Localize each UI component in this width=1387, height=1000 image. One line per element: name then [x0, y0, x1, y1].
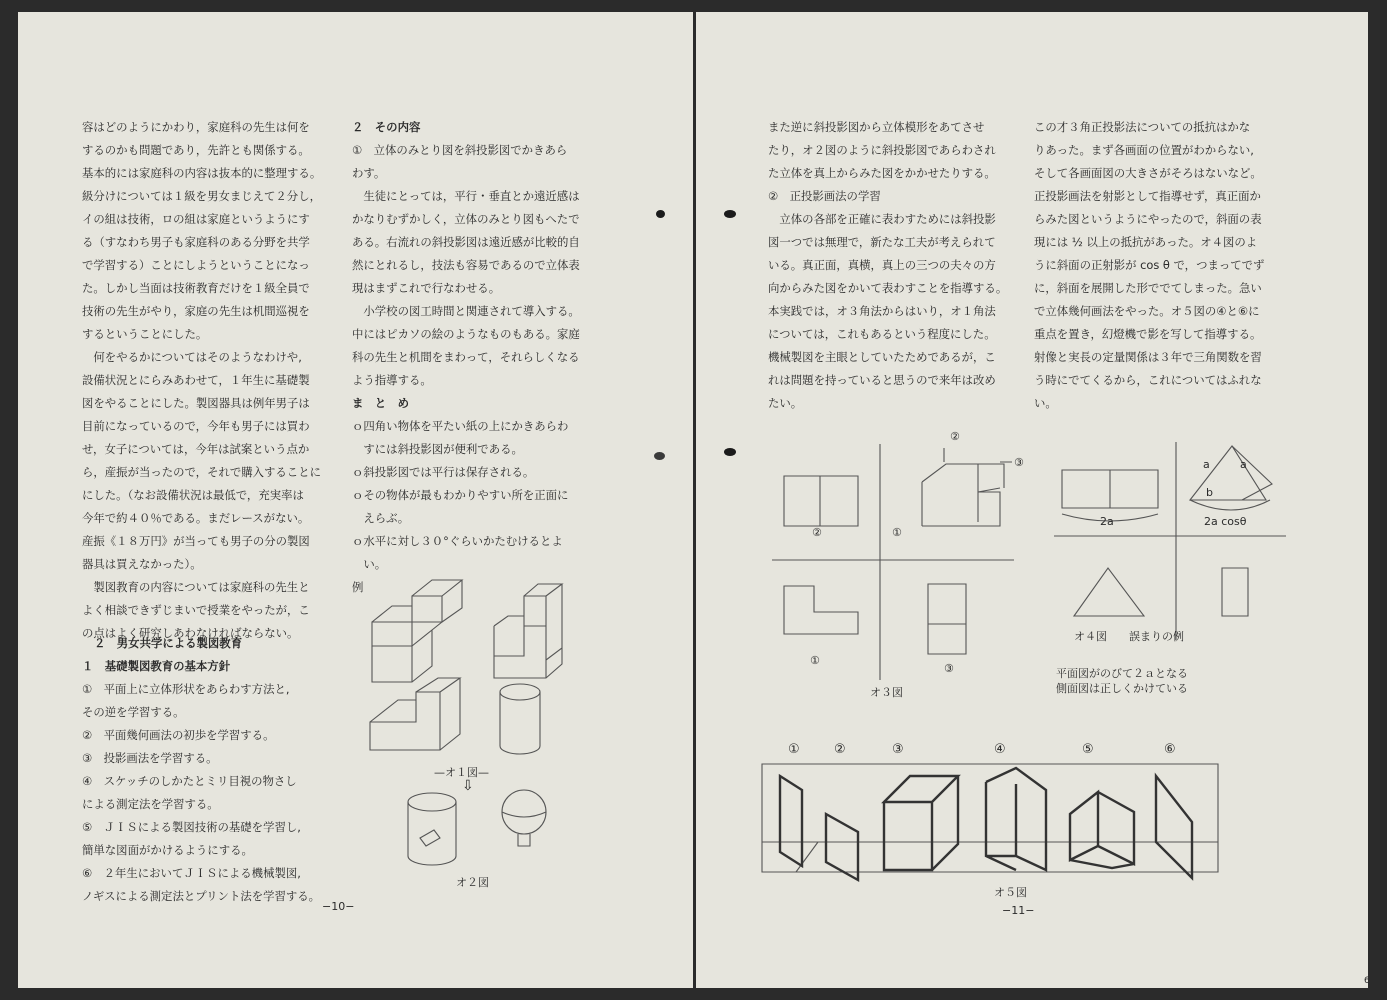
text-line: 然にとれるし，技法も容易であるので立体表: [352, 258, 580, 272]
text-line: の点はよく研究しあわなければならない。: [82, 626, 299, 640]
text-line: よく相談できずじまいで授業をやったが，こ: [82, 603, 310, 617]
fig4-label: a: [1203, 458, 1210, 471]
fig2-sphere-on-stem: [502, 790, 546, 846]
fig1-cylinder: [500, 684, 540, 754]
text-line: 小学校の図工時間と関連されて導入する。: [352, 304, 580, 318]
text-line: たい。: [768, 396, 803, 410]
text-line: い。: [1034, 396, 1057, 410]
right-column-1: [768, 116, 1030, 415]
text-line: そして各画面図の大きさがそろはないなど。: [1034, 166, 1262, 180]
fig4-label: b: [1206, 486, 1213, 499]
page-number-left: −10−: [322, 900, 355, 913]
matome-list: [352, 415, 610, 576]
text-line: 科の先生と机間をまわって，それらしくなる: [352, 350, 580, 364]
text-line: 何をやるかについてはそのようなわけや,: [82, 350, 302, 364]
section-1-title: １ 基礎製図教育の基本方針: [82, 659, 231, 673]
fig5-label: ①: [788, 742, 800, 757]
figure-2-drawing: [406, 790, 556, 870]
matome-item: ｏ斜投影図では平行は保存される。: [352, 465, 535, 479]
fig4-top-view: [1062, 470, 1158, 508]
figure-1-drawing: [358, 582, 568, 752]
text-line: で立体幾何画法をやった。オ５図の④と⑥に: [1034, 304, 1260, 318]
corner-mark: 6: [1364, 976, 1370, 986]
text-line: で学習する）ことにしようということになっ: [82, 258, 310, 272]
figure-4-note: [1042, 666, 1202, 696]
binding-hole: [654, 452, 665, 460]
text-line: については，これもあるという程度にした。: [768, 327, 996, 341]
fig3-side-view: [928, 584, 966, 654]
fig4-label: 2a: [1100, 515, 1114, 528]
left-column-2: [352, 116, 610, 599]
fig3-label: ③: [1014, 456, 1024, 469]
col2-title: ２ その内容: [352, 120, 421, 134]
fig4-front-rect: [1222, 568, 1248, 616]
fig3-pointer: [944, 448, 1012, 462]
fig4-label: a: [1240, 458, 1247, 471]
text-line: 製図教育の内容については家庭科の先生と: [82, 580, 310, 594]
fig3-label: ①: [892, 526, 902, 539]
policy-item: ④ スケッチのしかたとミリ目視の物さし: [82, 774, 297, 788]
figure-1-caption: —オ１図—: [434, 766, 489, 779]
fig5-box-3: [884, 776, 958, 870]
text-line: た立体を真上からみた図をかかせたりする。: [768, 166, 996, 180]
left-page: [18, 12, 693, 988]
fig5-plane-2: [826, 814, 858, 880]
text-line: うに斜面の正射影が cos θ で，つまってでず: [1034, 258, 1265, 272]
matome-item: い。: [352, 557, 387, 571]
text-line: 器具は買えなかった）。: [82, 557, 202, 571]
fig5-wedge-5: [1070, 792, 1134, 868]
text-line: 現には ½ 以上の抵抗があった。オ４図のよ: [1034, 235, 1258, 249]
text-line: 機械製図を主眼としていたためであるが，こ: [768, 350, 996, 364]
fig4-side-view: [1190, 446, 1272, 510]
fig5-label: ③: [892, 742, 904, 757]
figure-3-caption: オ３図: [870, 686, 903, 699]
fig5-label: ⑥: [1164, 742, 1176, 757]
fig5-plane-1: [780, 776, 802, 866]
text-line: らみた図というようにやったので，斜面の表: [1034, 212, 1262, 226]
text-line: 重点を置き，幻燈機で影を写して指導する。: [1034, 327, 1262, 341]
text-line: 射像と実長の定量関係は３年で三角関数を習: [1034, 350, 1262, 364]
fig3-top-view: [784, 476, 858, 526]
right-column-2: [1034, 116, 1278, 415]
fig3-label: ②: [812, 526, 822, 539]
policy-item: 簡単な図面がかけるようにする。: [82, 843, 253, 857]
page-number-right: −11−: [1002, 904, 1035, 917]
text-line: ら，産振が当ったので，それで購入することに: [82, 465, 321, 479]
fig1-step-block-b: [494, 584, 562, 678]
text-line: 基本的には家庭科の内容は抜本的に整理する。: [82, 166, 322, 180]
text-line: 級分けについては１級を男女まじえて２分し，: [82, 189, 321, 203]
policy-list: [82, 678, 344, 908]
text-line: 立体の各部を正確に表わすためには斜投影: [768, 212, 996, 226]
left-column-1-continued: [82, 632, 344, 908]
matome-title: ま と め: [352, 396, 409, 410]
fig5-label: ④: [994, 742, 1006, 757]
policy-item: ② 平面幾何画法の初歩を学習する。: [82, 728, 275, 742]
text-line: 産振《１８万円》が当っても男子の分の製図: [82, 534, 310, 548]
figure-5-drawing: [762, 746, 1232, 896]
section-2-title: ２ 男女共学による製図教育: [94, 636, 243, 650]
text-line: た。しかし当面は技術教育だけを１級全員で: [82, 281, 310, 295]
text-line: ある。右流れの斜投影図は遠近感が比較的自: [352, 235, 580, 249]
fig5-label: ⑤: [1082, 742, 1094, 757]
example-label: 例: [352, 580, 364, 594]
binding-hole: [724, 448, 736, 456]
text-line: 現はまずこれで行なわせる。: [352, 281, 501, 295]
policy-item: ⑤ ＪＩＳによる製図技術の基礎を学習し,: [82, 820, 301, 834]
fig5-plane-6: [1156, 776, 1192, 878]
text-line: る（すなわち男子も家庭科のある分野を共学: [82, 235, 310, 249]
text-line: う時にでてくるから，これについてはふれな: [1034, 373, 1262, 387]
fig4-front-triangle: [1074, 568, 1144, 616]
fig1-step-block-a: [372, 580, 462, 682]
text-line: 正投影画法を射影として指導せず，真正面か: [1034, 189, 1261, 203]
policy-item: ノギスによる測定法とプリント法を学習する。: [82, 889, 321, 903]
text-line: よう指導する。: [352, 373, 432, 387]
policy-item: その逆を学習する。: [82, 705, 185, 719]
fig4-note-line2: 側面図は正しくかけている: [1056, 682, 1188, 695]
figure-5-caption: オ５図: [994, 886, 1027, 899]
matome-item: ｏその物体が最もわかりやすい所を正面に: [352, 488, 569, 502]
fig4-label: 2a cosθ: [1204, 515, 1247, 528]
matome-item: ｏ四角い物体を平たい紙の上にかきあらわ: [352, 419, 569, 433]
figure-3-drawing: [772, 430, 1022, 680]
text-line: この才３角正投影法についての抵抗はかな: [1034, 120, 1251, 134]
text-line: にした。（なお設備状況は最低で，充実率は: [82, 488, 304, 502]
figure-arrow: ⇩: [462, 778, 474, 794]
fig1-l-block: [370, 678, 460, 750]
right-page: [696, 12, 1368, 988]
text-line: 技術の先生がやり，家庭の先生は机間巡視を: [82, 304, 310, 318]
matome-item: えらぶ。: [352, 511, 410, 525]
binding-hole: [724, 210, 736, 218]
text-line: イの組は技術，ロの組は家庭というようにす: [82, 212, 310, 226]
figure-4-drawing: [1046, 430, 1296, 640]
text-line: に，斜面を展開した形ででてしまった。急い: [1034, 281, 1262, 295]
text-line: ② 正投影画法の学習: [768, 189, 881, 203]
text-line: また逆に斜投影図から立体模形をあてさせ: [768, 120, 985, 134]
text-line: 本実践では，オ３角法からはいり，オ１角法: [768, 304, 996, 318]
text-line: 向からみた図をかいて表わすことを指導する。: [768, 281, 1008, 295]
binding-hole: [656, 210, 665, 218]
text-line: たり，オ２図のように斜投影図であらわされ: [768, 143, 996, 157]
text-line: 目前になっているので，今年も男子には買わ: [82, 419, 310, 433]
policy-item: による測定法を学習する。: [82, 797, 219, 811]
text-line: せ，女子については，今年は試案という点か: [82, 442, 310, 456]
fig5-box-4: [986, 768, 1046, 870]
fig3-label: ③: [944, 662, 954, 675]
text-line: 図一つでは無理で，新たな工夫が考えられて: [768, 235, 996, 249]
col2-body: [352, 139, 610, 392]
fig5-label: ②: [834, 742, 846, 757]
text-line: かなりむずかしく，立体のみとり図もへたで: [352, 212, 580, 226]
figure-4-caption: オ４図 誤まりの例: [1074, 630, 1184, 643]
text-line: するということにした。: [82, 327, 208, 341]
fig4-note-line1: 平面図がのびて２ａとなる: [1056, 667, 1188, 680]
text-line: 図をやることにした。製図器具は例年男子は: [82, 396, 310, 410]
text-line: ① 立体のみとり図を斜投影図でかきあら: [352, 143, 568, 157]
policy-item: ③ 投影画法を学習する。: [82, 751, 218, 765]
policy-item: ⑥ ２年生においてＪＩＳによる機械製図,: [82, 866, 301, 880]
left-column-1: [82, 116, 344, 645]
matome-item: ｏ水平に対し３０°ぐらいかたむけるとよ: [352, 534, 563, 548]
fig3-label: ②: [950, 430, 960, 443]
fig3-front-view: [784, 586, 858, 634]
text-line: 容はどのようにかわり，家庭科の先生は何を: [82, 120, 310, 134]
fig3-label: ①: [810, 654, 820, 667]
text-line: いる。真正面，真横，真上の三つの夫々の方: [768, 258, 996, 272]
text-line: わす。: [352, 166, 386, 180]
text-line: れは問題を持っていると思うので来年は改め: [768, 373, 996, 387]
fig2-cylinder-with-pin: [408, 793, 456, 865]
text-line: 中にはピカソの絵のようなものもある。家庭: [352, 327, 580, 341]
matome-item: すには斜投影図が便利である。: [352, 442, 523, 456]
text-line: りあった。まず各画面の位置がわからない,: [1034, 143, 1254, 157]
text-line: するのかも問題であり，先許とも関係する。: [82, 143, 310, 157]
policy-item: ① 平面上に立体形状をあらわす方法と,: [82, 682, 290, 696]
text-line: 生徒にとっては，平行・垂直とか遠近感は: [352, 189, 580, 203]
fig3-isometric-block: [922, 464, 1004, 526]
figure-2-caption: オ２図: [456, 876, 489, 889]
text-line: 今年で約４０％である。まだレースがない。: [82, 511, 310, 525]
text-line: 設備状況とにらみあわせて，１年生に基礎製: [82, 373, 310, 387]
